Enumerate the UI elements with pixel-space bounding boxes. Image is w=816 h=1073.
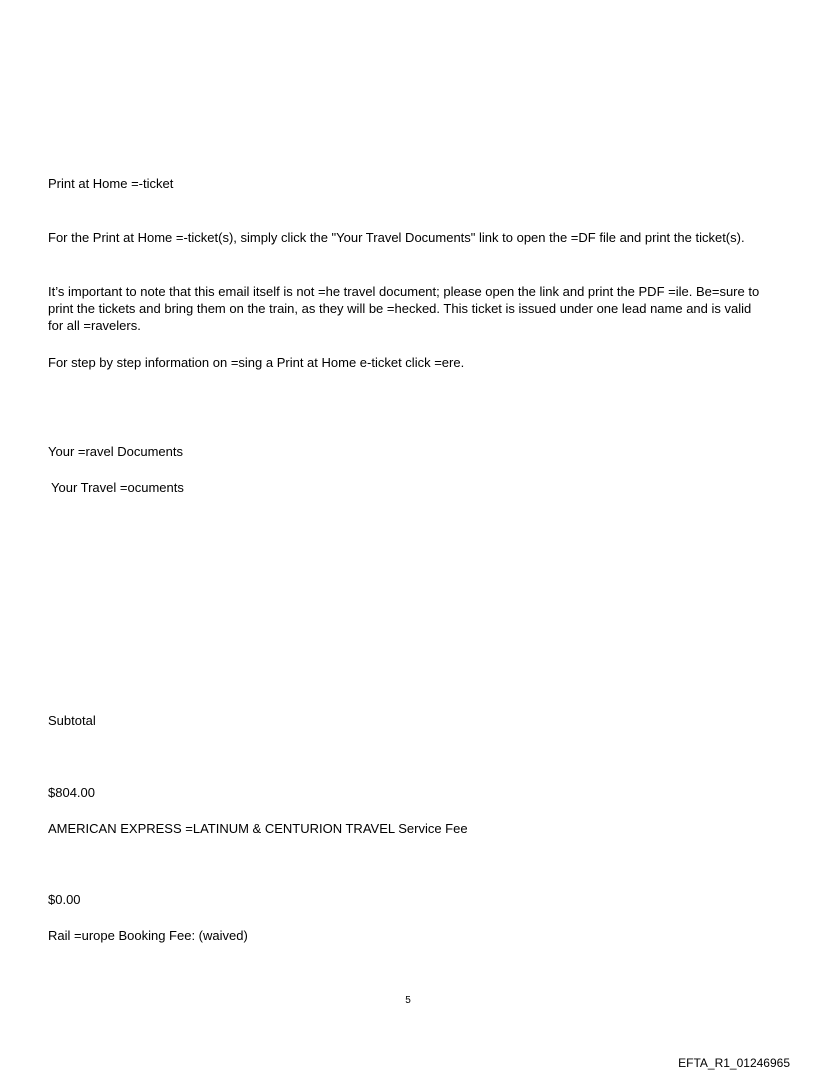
notice-paragraph: It’s important to note that this email itself is not =he travel document; please open the link and print the PDF =ile. Be=sure to print the tickets and bring them on the train, as they will be =hecked. This ticket is issued under one lead name and is valid for all =ravelers. xyxy=(48,284,760,333)
travel-documents-title: Your =ravel Documents xyxy=(48,444,184,459)
service-fee-amount: $0.00 xyxy=(48,892,81,907)
instructions-paragraph: For the Print at Home =-ticket(s), simply click the "Your Travel Documents" link to open the =DF file and print the ticket(s). xyxy=(48,230,745,245)
service-fee-label: AMERICAN EXPRESS =LATINUM & CENTURION TRAVEL Service Fee xyxy=(48,821,468,836)
subtotal-amount: $804.00 xyxy=(48,785,95,800)
subtotal-label: Subtotal xyxy=(48,713,96,728)
booking-fee-label: Rail =urope Booking Fee: (waived) xyxy=(48,928,248,943)
document-id: EFTA_R1_01246965 xyxy=(678,1056,790,1070)
page-number: 5 xyxy=(405,995,411,1006)
step-by-step-paragraph: For step by step information on =sing a Print at Home e-ticket click =ere. xyxy=(48,355,465,370)
section-heading: Print at Home =-ticket xyxy=(48,176,174,191)
travel-documents-link[interactable]: Your Travel =ocuments xyxy=(51,480,184,495)
